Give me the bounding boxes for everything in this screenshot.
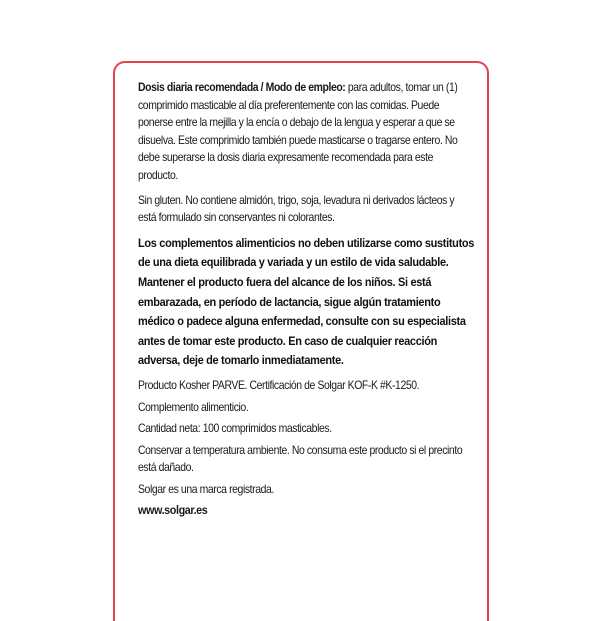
dosage-heading: Dosis diaria recomendada / Modo de empleo:	[138, 81, 346, 94]
gluten-paragraph: Sin gluten. No contiene almidón, trigo, soja, levadura ni derivados lácteos y está formulado sin conservantes ni colorantes.	[138, 193, 455, 225]
dosage-text: para adultos, tomar un (1) comprimido masticable al día preferentemente con las comidas. Puede ponerse entre la mejilla y la encía o debajo de la lengua y esperar a que se disuelva. Este comprimido también puede masticarse o tragarse entero. No debe superarse la dosis diaria expresamente recomendada para este producto.	[138, 81, 458, 182]
kosher-paragraph: Producto Kosher PARVE. Certificación de Solgar KOF-K #K-1250.	[138, 378, 420, 392]
trademark-paragraph: Solgar es una marca registrada.	[138, 482, 274, 496]
supplement-paragraph: Complemento alimenticio.	[138, 400, 249, 414]
dosage-paragraph	[138, 79, 475, 185]
warning-paragraph: Los complementos alimenticios no deben utilizarse como sustitutos de una dieta equilibrada y variada y un estilo de vida saludable. Mantener el producto fuera del alcance de los niños. Si está embarazada, en período de lactancia, sigue algún tratamiento médico o padece alguna enfermedad, consulte con su especialista antes de tomar este producto. En caso de cualquier reacción adversa, deje de tomarlo inmediatamente.	[138, 235, 475, 368]
storage-paragraph: Conservar a temperatura ambiente. No consuma este producto si el precinto está dañado.	[138, 443, 463, 475]
website-link[interactable]: www.solgar.es	[138, 503, 208, 518]
net-quantity-paragraph: Cantidad neta: 100 comprimidos masticables.	[138, 422, 332, 436]
label-content	[138, 79, 475, 527]
